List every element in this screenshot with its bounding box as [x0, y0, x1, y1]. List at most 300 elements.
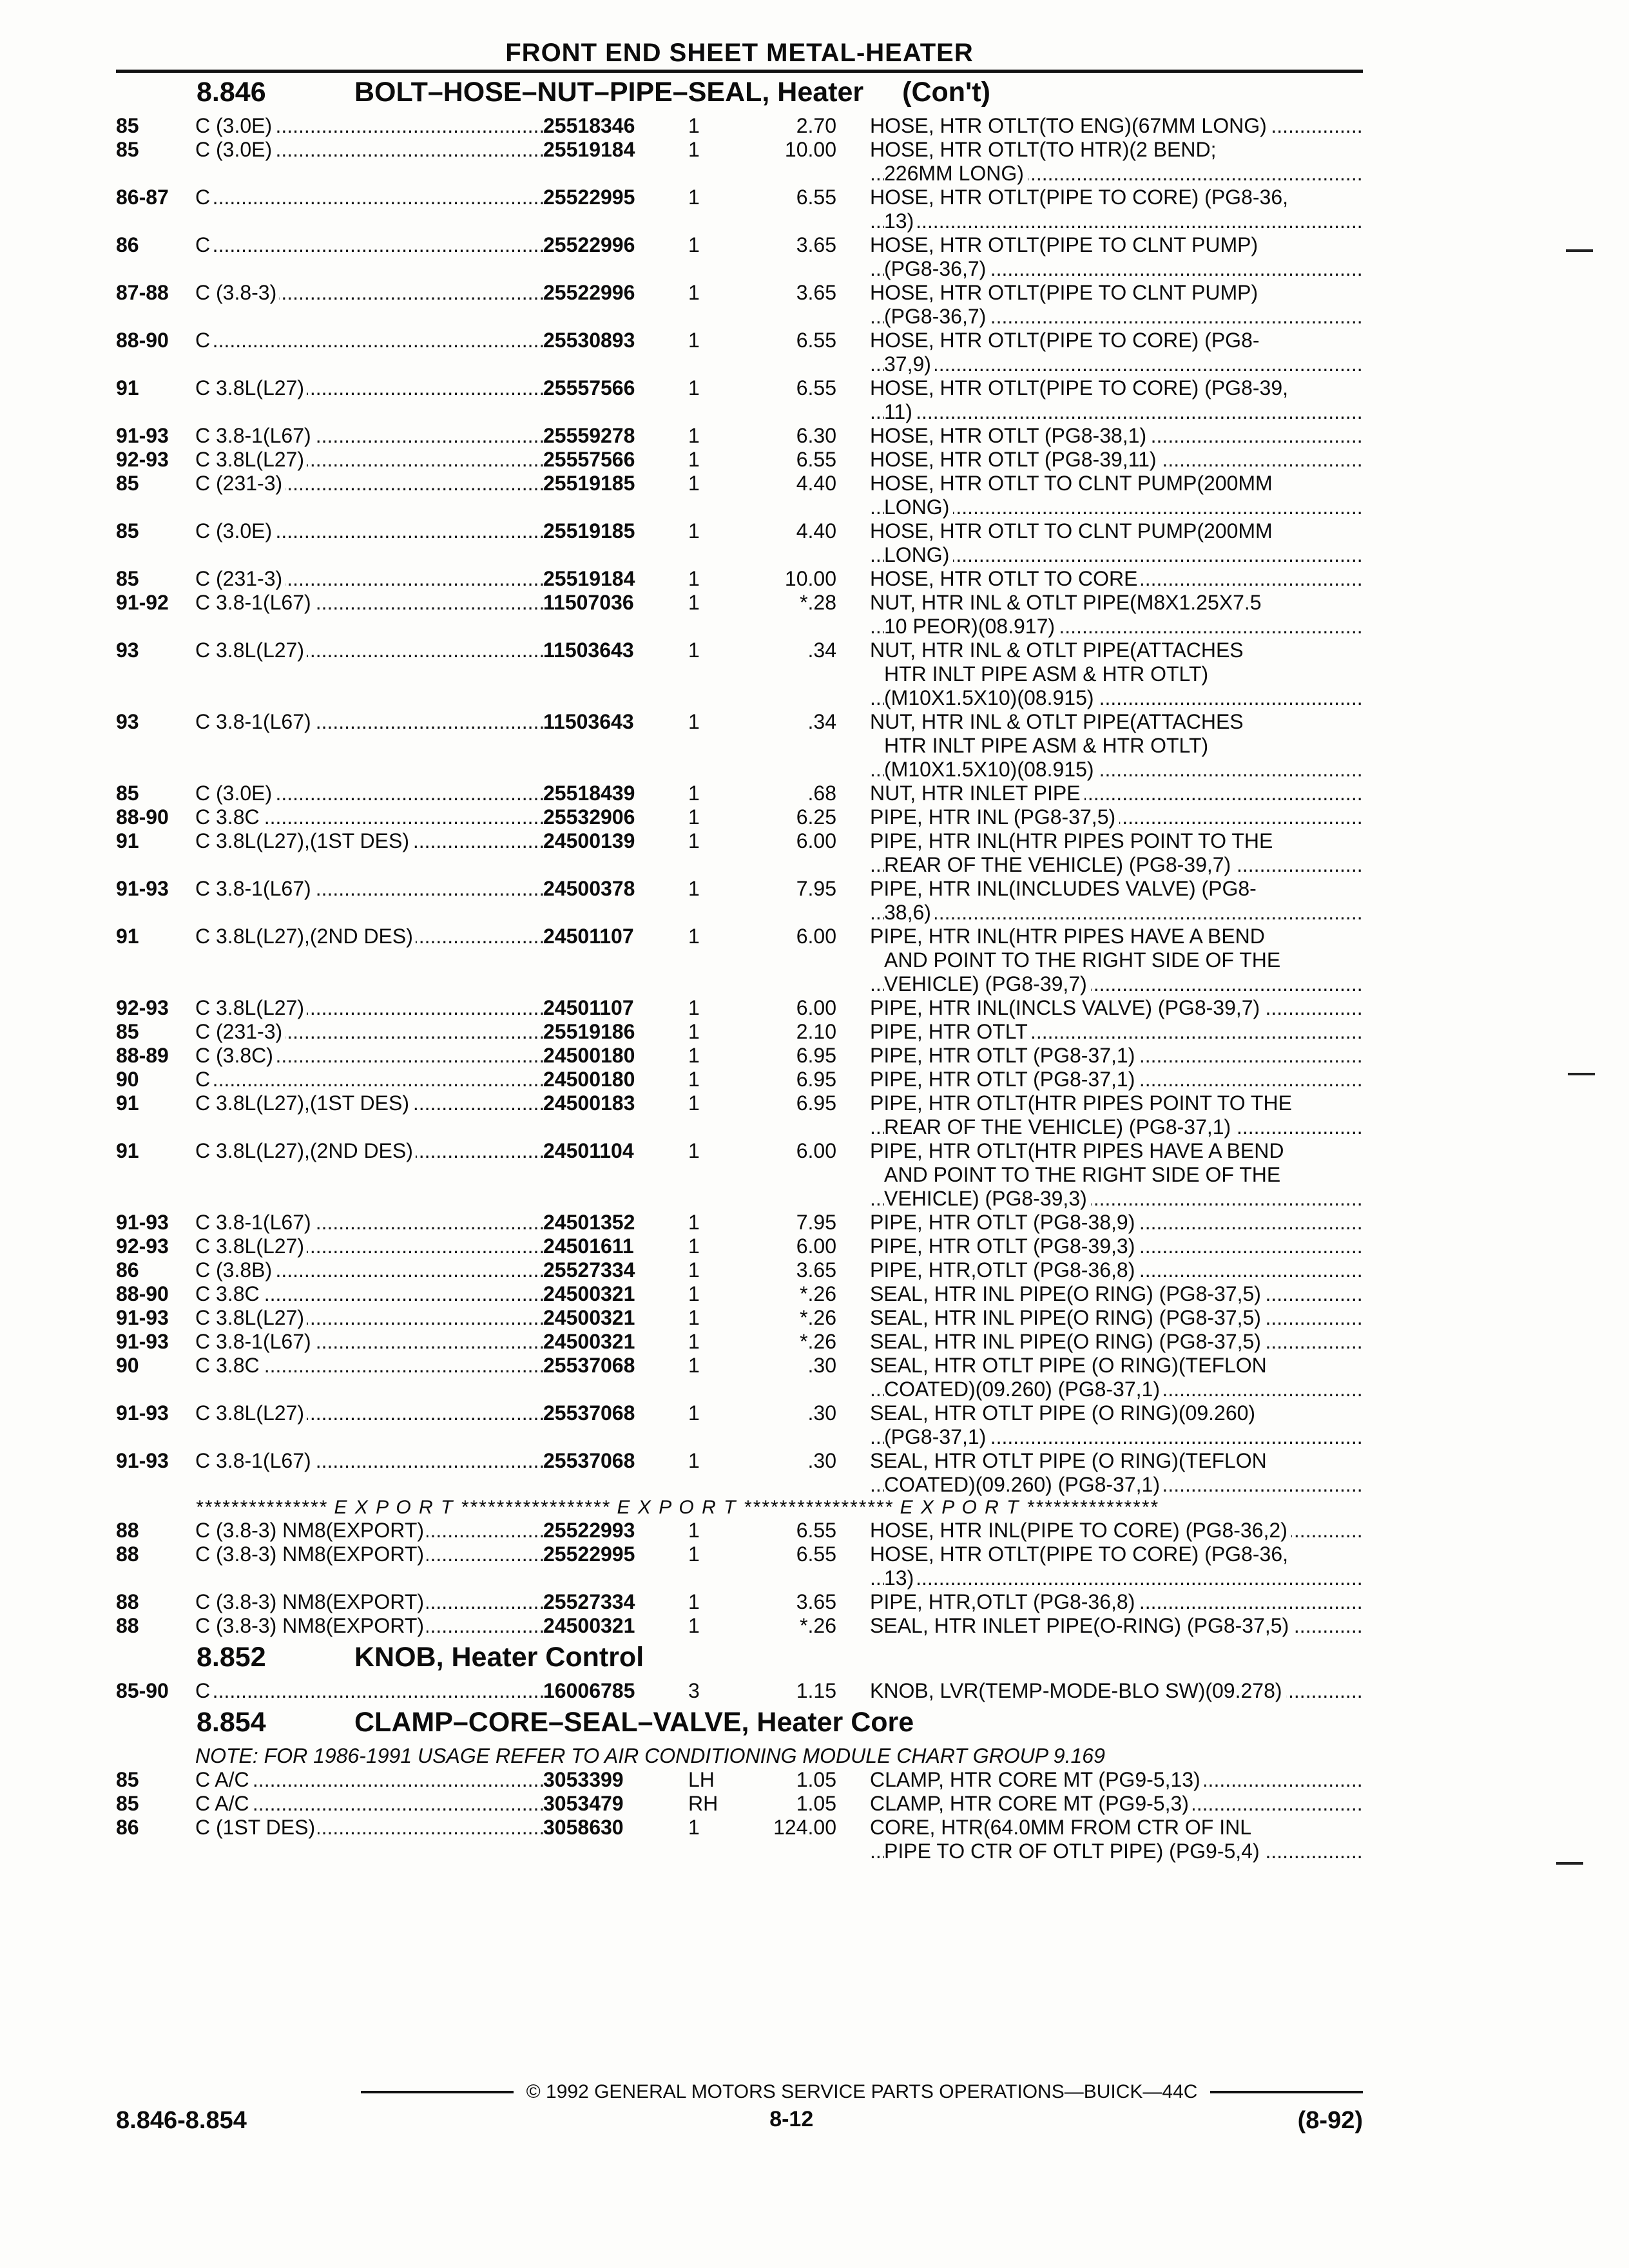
description-line [870, 901, 1363, 925]
description-text: NUT, HTR INL & OTLT PIPE(M8X1.25X7.5 [870, 591, 1262, 614]
model-code [195, 782, 543, 805]
quantity: 1 [688, 376, 700, 399]
price: 6.55 [796, 448, 836, 471]
page-header: FRONT END SHEET METAL-HEATER [505, 39, 974, 67]
price: 6.55 [796, 186, 836, 209]
description-text: REAR OF THE VEHICLE) (PG8-37,1) [884, 1115, 1235, 1139]
quantity: 1 [688, 567, 700, 590]
part-number: 24501611 [543, 1235, 634, 1258]
description-text: PIPE, HTR INL(HTR PIPES HAVE A BEND [870, 925, 1265, 948]
model-code [195, 1258, 543, 1282]
part-description [836, 1044, 1363, 1068]
model-code [195, 639, 543, 710]
description-text: HOSE, HTR OTLT(PIPE TO CORE) (PG8- [870, 329, 1260, 352]
model-code [195, 1614, 543, 1638]
model-years: 93 [116, 639, 139, 662]
description-text: (PG8-36,7) [884, 257, 990, 280]
part-description [836, 591, 1363, 639]
model-years: 91-93 [116, 1330, 169, 1353]
model-code [195, 1235, 543, 1258]
model-years: 93 [116, 710, 139, 733]
part-number: 24500139 [543, 829, 635, 852]
description-text: PIPE, HTR OTLT (PG8-38,9) [870, 1211, 1139, 1234]
model-code-text: C (3.8-3) NM8(EXPORT) [195, 1519, 427, 1542]
part-description [836, 376, 1363, 424]
model-years: 85 [116, 1768, 139, 1791]
part-number: 24500321 [543, 1282, 635, 1305]
quantity: 1 [688, 329, 700, 352]
description-text: NUT, HTR INL & OTLT PIPE(ATTACHES [870, 710, 1244, 733]
description-text: PIPE, HTR OTLT (PG8-39,3) [870, 1235, 1139, 1258]
description-text: CORE, HTR(64.0MM FROM CTR OF INL [870, 1816, 1252, 1839]
quantity: 1 [688, 1044, 700, 1067]
model-code [195, 925, 543, 996]
quantity: LH [688, 1768, 715, 1791]
description-line [870, 424, 1363, 448]
price: 6.95 [796, 1068, 836, 1091]
model-years: 88 [116, 1590, 139, 1613]
table-row [116, 1542, 1363, 1590]
description-text: HOSE, HTR OTLT(PIPE TO CORE) (PG8-39, [870, 376, 1288, 399]
model-code [195, 472, 543, 519]
model-code [195, 1306, 543, 1330]
model-code-text: C 3.8-1(L67) [195, 877, 314, 900]
part-number: 25522996 [543, 233, 635, 256]
model-years: 85 [116, 138, 139, 161]
description-text: PIPE, HTR INL(HTR PIPES POINT TO THE [870, 829, 1273, 852]
model-code-text: C (231-3) [195, 567, 285, 590]
quantity: 1 [688, 448, 700, 471]
description-text: (M10X1.5X10)(08.915) [884, 686, 1098, 709]
table-row [116, 329, 1363, 376]
model-code [195, 1401, 543, 1449]
table-row [116, 710, 1363, 782]
table-row [116, 1330, 1363, 1354]
model-code-text: C 3.8-1(L67) [195, 591, 314, 614]
part-description [836, 281, 1363, 329]
model-years: 85 [116, 567, 139, 590]
quantity: 1 [688, 1282, 700, 1305]
model-years: 91-93 [116, 424, 169, 447]
part-description [836, 925, 1363, 996]
description-line [870, 376, 1363, 400]
part-description [836, 233, 1363, 281]
description-text: SEAL, HTR OTLT PIPE (O RING)(TEFLON [870, 1354, 1267, 1377]
description-line [870, 281, 1363, 305]
model-years: 88-90 [116, 805, 169, 829]
description-line [870, 853, 1363, 877]
description-text: CLAMP, HTR CORE MT (PG9-5,13) [870, 1768, 1204, 1791]
model-years: 85 [116, 114, 139, 137]
table-row [116, 591, 1363, 639]
part-description [836, 519, 1363, 567]
quantity: 1 [688, 1068, 700, 1091]
description-text: HOSE, HTR OTLT(TO ENG)(67MM LONG) [870, 114, 1271, 137]
model-years: 88 [116, 1614, 139, 1637]
model-code-text: C (3.8-3) NM8(EXPORT) [195, 1614, 427, 1637]
table-row [116, 639, 1363, 710]
quantity: 1 [688, 1449, 700, 1472]
description-line [870, 686, 1363, 710]
model-code-text: C 3.8-1(L67) [195, 1330, 314, 1353]
part-description [836, 1542, 1363, 1590]
quantity: 1 [688, 472, 700, 495]
description-text: HOSE, HTR OTLT(PIPE TO CORE) (PG8-36, [870, 186, 1288, 209]
model-code-text: C [195, 233, 213, 256]
quantity: 1 [688, 782, 700, 805]
price: *.26 [800, 1330, 836, 1353]
quantity: 1 [688, 1614, 700, 1637]
part-number: 25522996 [543, 281, 635, 304]
margin-mark [1556, 1862, 1583, 1865]
part-number: 24500180 [543, 1068, 635, 1091]
part-description [836, 1235, 1363, 1258]
part-description [836, 1068, 1363, 1091]
model-code [195, 1449, 543, 1497]
quantity: 1 [688, 233, 700, 256]
section-number: 8.852 [197, 1642, 266, 1673]
description-text: HOSE, HTR OTLT(PIPE TO CORE) (PG8-36, [870, 1542, 1288, 1566]
description-text: PIPE, HTR,OTLT (PG8-36,8) [870, 1590, 1139, 1613]
price: 4.40 [796, 519, 836, 543]
model-years: 86-87 [116, 186, 169, 209]
model-years: 92-93 [116, 996, 169, 1019]
part-number: 25557566 [543, 376, 635, 399]
description-text: PIPE, HTR OTLT(HTR PIPES POINT TO THE [870, 1091, 1292, 1115]
model-code [195, 1139, 543, 1211]
part-description [836, 1401, 1363, 1449]
description-line [870, 782, 1363, 805]
section-heading [116, 73, 1363, 114]
description-text: AND POINT TO THE RIGHT SIDE OF THE [884, 948, 1281, 972]
description-line [870, 495, 1363, 519]
model-years: 88-89 [116, 1044, 169, 1067]
table-row [116, 1449, 1363, 1497]
model-code [195, 1519, 543, 1542]
description-text: PIPE, HTR,OTLT (PG8-36,8) [870, 1258, 1139, 1282]
part-number: 11507036 [543, 591, 634, 614]
part-description [836, 782, 1363, 805]
description-line [870, 1679, 1363, 1703]
part-description [836, 472, 1363, 519]
model-code [195, 710, 543, 782]
quantity: 1 [688, 138, 700, 161]
model-code [195, 591, 543, 639]
description-line [870, 662, 1363, 686]
table-row [116, 1235, 1363, 1258]
description-text: COATED)(09.260) (PG8-37,1) [884, 1473, 1164, 1496]
description-line [870, 1378, 1363, 1401]
price: 6.00 [796, 996, 836, 1019]
price: 6.00 [796, 925, 836, 948]
part-number: 24501352 [543, 1211, 635, 1234]
part-number: 24501107 [543, 925, 634, 948]
description-line [870, 639, 1363, 662]
model-code-text: C 3.8L(L27) [195, 639, 307, 662]
description-line [870, 329, 1363, 352]
description-line [870, 877, 1363, 901]
description-line [870, 829, 1363, 853]
description-text: PIPE, HTR INL (PG8-37,5) [870, 805, 1119, 829]
quantity: 1 [688, 925, 700, 948]
quantity: 1 [688, 1211, 700, 1234]
quantity: 1 [688, 1139, 700, 1162]
description-line [870, 1792, 1363, 1816]
description-text: SEAL, HTR INL PIPE(O RING) (PG8-37,5) [870, 1306, 1265, 1329]
model-code-text: C (3.0E) [195, 782, 275, 805]
section-heading [116, 1638, 1363, 1679]
description-line [870, 186, 1363, 209]
price: *.28 [800, 591, 836, 614]
table-row [116, 1068, 1363, 1091]
part-number: 25519185 [543, 519, 635, 543]
model-code-text: C (3.8B) [195, 1258, 275, 1282]
part-description [836, 1449, 1363, 1497]
price: 6.25 [796, 805, 836, 829]
quantity: 1 [688, 519, 700, 543]
price: .30 [807, 1449, 836, 1472]
part-number: 25537068 [543, 1354, 635, 1377]
model-code-text: C (231-3) [195, 1020, 285, 1043]
description-text: PIPE, HTR INL(INCLS VALVE) (PG8-39,7) [870, 996, 1264, 1019]
quantity: 1 [688, 710, 700, 733]
description-text: HOSE, HTR INL(PIPE TO CORE) (PG8-36,2) [870, 1519, 1291, 1542]
table-row [116, 1519, 1363, 1542]
model-years: 92-93 [116, 448, 169, 471]
part-number: 24500321 [543, 1330, 635, 1353]
description-text: 38,6) [884, 901, 935, 924]
part-number: 24500321 [543, 1306, 635, 1329]
price: 6.00 [796, 1235, 836, 1258]
model-code-text: C 3.8L(L27),(2ND DES) [195, 1139, 416, 1162]
model-code-text: C [195, 1068, 213, 1091]
model-code-text: C 3.8L(L27) [195, 996, 307, 1019]
part-description [836, 1792, 1363, 1816]
price: .30 [807, 1354, 836, 1377]
model-code [195, 138, 543, 186]
table-row [116, 138, 1363, 186]
copyright-line [116, 2081, 1363, 2103]
part-number: 25557566 [543, 448, 635, 471]
model-code-text: C 3.8L(L27) [195, 376, 307, 399]
price: 2.10 [796, 1020, 836, 1043]
description-text: PIPE, HTR OTLT [870, 1020, 1032, 1043]
price: 6.95 [796, 1091, 836, 1115]
description-line [870, 1330, 1363, 1354]
price: 6.00 [796, 1139, 836, 1162]
description-line [870, 162, 1363, 186]
part-number: 24501104 [543, 1139, 634, 1162]
description-line [870, 114, 1363, 138]
description-line [870, 1542, 1363, 1566]
quantity: 1 [688, 996, 700, 1019]
model-code-text: C 3.8L(L27) [195, 1306, 307, 1329]
table-row [116, 1816, 1363, 1863]
page-number: 8-12 [769, 2107, 814, 2131]
footer-rule-left [361, 2091, 514, 2093]
model-code [195, 567, 543, 591]
model-code-text: C 3.8-1(L67) [195, 424, 314, 447]
description-line [870, 1473, 1363, 1497]
part-description [836, 1282, 1363, 1306]
table-row [116, 1282, 1363, 1306]
description-line [870, 972, 1363, 996]
description-line [870, 257, 1363, 281]
table-row [116, 1401, 1363, 1449]
model-years: 91-93 [116, 1401, 169, 1425]
quantity: RH [688, 1792, 718, 1815]
description-line [870, 710, 1363, 734]
table-row [116, 996, 1363, 1020]
description-line [870, 1044, 1363, 1068]
part-number: 24500321 [543, 1614, 635, 1637]
model-code-text: C (1ST DES) [195, 1816, 318, 1839]
part-description [836, 996, 1363, 1020]
model-code-text: C 3.8L(L27) [195, 1235, 307, 1258]
price: 1.05 [796, 1768, 836, 1791]
section-title: KNOB, Heater Control [354, 1642, 644, 1673]
description-text: SEAL, HTR INLET PIPE(O-RING) (PG8-37,5) [870, 1614, 1293, 1637]
model-code [195, 1792, 543, 1816]
description-text: SEAL, HTR OTLT PIPE (O RING)(09.260) [870, 1401, 1256, 1425]
part-number: 25537068 [543, 1401, 635, 1425]
price: 1.15 [796, 1679, 836, 1702]
description-line [870, 352, 1363, 376]
part-number: 24500183 [543, 1091, 635, 1115]
part-description [836, 424, 1363, 448]
description-text: 37,9) [884, 352, 935, 376]
part-description [836, 1679, 1363, 1703]
description-line [870, 1614, 1363, 1638]
price: 3.65 [796, 281, 836, 304]
description-line [870, 1091, 1363, 1115]
table-row [116, 233, 1363, 281]
revision-date: (8-92) [1297, 2107, 1363, 2134]
model-code-text: C 3.8L(L27) [195, 1401, 307, 1425]
price: 10.00 [784, 567, 836, 590]
description-text: HOSE, HTR OTLT (PG8-39,11) [870, 448, 1161, 471]
description-text: HOSE, HTR OTLT(PIPE TO CLNT PUMP) [870, 281, 1258, 304]
model-code-text: C (3.0E) [195, 519, 275, 543]
table-row [116, 114, 1363, 138]
model-years: 88 [116, 1542, 139, 1566]
description-line [870, 1306, 1363, 1330]
description-text: SEAL, HTR OTLT PIPE (O RING)(TEFLON [870, 1449, 1267, 1472]
table-row [116, 448, 1363, 472]
model-code [195, 1679, 543, 1703]
part-number: 25527334 [543, 1590, 635, 1613]
model-code-text: C 3.8L(L27),(1ST DES) [195, 1091, 412, 1115]
quantity: 1 [688, 1354, 700, 1377]
model-years: 88-90 [116, 1282, 169, 1305]
part-number: 3053479 [543, 1792, 624, 1815]
part-number: 16006785 [543, 1679, 635, 1702]
description-text: VEHICLE) (PG8-39,3) [884, 1187, 1091, 1210]
description-line [870, 1163, 1363, 1187]
description-text: (M10X1.5X10)(08.915) [884, 758, 1098, 781]
part-description [836, 1258, 1363, 1282]
model-code-text: C [195, 186, 213, 209]
description-text: HOSE, HTR OTLT TO CORE [870, 567, 1141, 590]
content [116, 73, 1363, 1863]
model-years: 86 [116, 1258, 139, 1282]
copyright-text: © 1992 GENERAL MOTORS SERVICE PARTS OPERATIONS—BUICK—44C [526, 2081, 1198, 2102]
model-code-text: C (3.0E) [195, 138, 275, 161]
description-text: 10 PEOR)(08.917) [884, 615, 1059, 638]
quantity: 1 [688, 829, 700, 852]
description-text: HOSE, HTR OTLT (PG8-38,1) [870, 424, 1150, 447]
table-row [116, 1091, 1363, 1139]
model-code [195, 1590, 543, 1614]
part-number: 11503643 [543, 639, 634, 662]
description-line [870, 996, 1363, 1020]
table-row [116, 424, 1363, 448]
part-description [836, 114, 1363, 138]
quantity: 1 [688, 1816, 700, 1839]
description-line [870, 1211, 1363, 1235]
model-code [195, 829, 543, 877]
table-row [116, 925, 1363, 996]
quantity: 1 [688, 1020, 700, 1043]
price: 2.70 [796, 114, 836, 137]
model-code-text: C (3.8-3) [195, 281, 279, 304]
description-text: LONG) [884, 495, 953, 519]
part-number: 25519185 [543, 472, 635, 495]
table-row [116, 1306, 1363, 1330]
part-number: 25559278 [543, 424, 635, 447]
model-code-text: C 3.8-1(L67) [195, 710, 314, 733]
model-years: 91-93 [116, 1306, 169, 1329]
price: 6.55 [796, 1542, 836, 1566]
model-code [195, 424, 543, 448]
model-years: 91 [116, 829, 139, 852]
description-line [870, 591, 1363, 615]
model-code-text: C (3.8C) [195, 1044, 276, 1067]
model-code-text: C 3.8C [195, 1282, 262, 1305]
table-row [116, 519, 1363, 567]
description-line [870, 1401, 1363, 1425]
model-code [195, 448, 543, 472]
quantity: 1 [688, 281, 700, 304]
price: 10.00 [784, 138, 836, 161]
description-text: CLAMP, HTR CORE MT (PG9-5,3) [870, 1792, 1193, 1815]
description-text: PIPE, HTR OTLT (PG8-37,1) [870, 1068, 1139, 1091]
model-code-text: C (3.8-3) NM8(EXPORT) [195, 1542, 427, 1566]
model-years: 85 [116, 782, 139, 805]
model-years: 91-92 [116, 591, 169, 614]
price: 7.95 [796, 877, 836, 900]
model-code [195, 1020, 543, 1044]
quantity: 1 [688, 1235, 700, 1258]
table-row [116, 186, 1363, 233]
description-line [870, 305, 1363, 329]
model-years: 90 [116, 1068, 139, 1091]
price: *.26 [800, 1282, 836, 1305]
description-text: (PG8-37,1) [884, 1425, 990, 1448]
part-description [836, 1211, 1363, 1235]
part-description [836, 639, 1363, 710]
table-row [116, 376, 1363, 424]
footer-bottom [116, 2107, 1363, 2135]
description-line [870, 209, 1363, 233]
model-code-text: C A/C [195, 1792, 252, 1815]
price: 124.00 [773, 1816, 836, 1839]
table-row [116, 805, 1363, 829]
table-row [116, 782, 1363, 805]
part-number: 24501107 [543, 996, 634, 1019]
quantity: 1 [688, 1401, 700, 1425]
quantity: 1 [688, 1590, 700, 1613]
